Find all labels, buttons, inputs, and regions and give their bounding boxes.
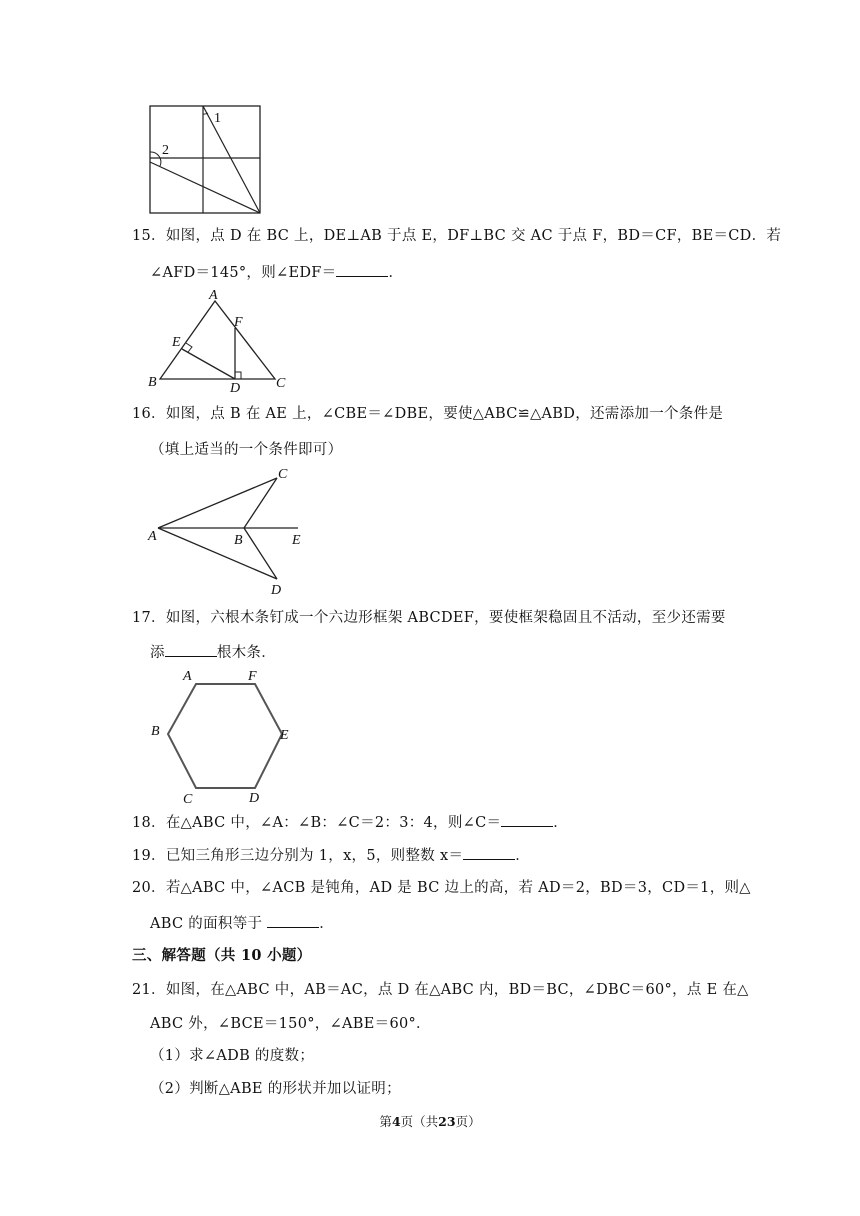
- q20-line1: 20．若△ABC 中，∠ACB 是钝角，AD 是 BC 边上的高，若 AD＝2，BD＝3，CD＝1，则△: [132, 880, 751, 896]
- q15-label-B: B: [148, 375, 157, 390]
- q17-line2-start: 添: [150, 645, 165, 661]
- q17-line2: [150, 642, 276, 663]
- figure-q14: [140, 100, 270, 220]
- q17-label-E: E: [280, 728, 289, 743]
- q20-line2-text: ABC 的面积等于: [150, 916, 268, 932]
- q15-label-A: A: [209, 288, 218, 303]
- q18-answer-blank[interactable]: [501, 812, 553, 827]
- figure-q17: [140, 664, 310, 808]
- q17-label-D: D: [249, 791, 260, 806]
- q18-end: ．: [553, 815, 569, 831]
- q15-line2-end: ．: [388, 265, 404, 281]
- q16-label-C: C: [278, 467, 288, 482]
- footer-prefix: 第: [379, 1114, 392, 1129]
- section-3-heading: 三、解答题（共 10 小题）: [132, 947, 312, 964]
- q21-sub2: （2）判断△ABE 的形状并加以证明；: [150, 1081, 401, 1097]
- q21-line1: 21．如图，在△ABC 中，AB＝AC，点 D 在△ABC 内，BD＝BC，∠DBC＝60°，点 E 在△: [132, 982, 749, 998]
- q15-line2: [150, 262, 403, 283]
- q15-label-F: F: [234, 315, 243, 330]
- footer-mid: 页（共: [400, 1114, 439, 1129]
- angle-1-label: 1: [214, 111, 221, 126]
- q17-answer-blank[interactable]: [165, 642, 217, 657]
- q20-end: ．: [319, 916, 335, 932]
- q15-label-D: D: [230, 381, 241, 392]
- q21-line2: ABC 外，∠BCE＝150°，∠ABE＝60°．: [150, 1016, 431, 1032]
- q15-answer-blank[interactable]: [336, 262, 388, 277]
- q15-label-E: E: [172, 335, 181, 350]
- q19-answer-blank[interactable]: [463, 845, 515, 860]
- q15-label-C: C: [276, 376, 286, 391]
- q19-line: [132, 845, 530, 866]
- q15-line2-text: ∠AFD＝145°，则∠EDF＝: [150, 265, 337, 281]
- q16-label-A: A: [148, 529, 157, 544]
- q20-line2: [150, 913, 334, 934]
- q19-text: 19．已知三角形三边分别为 1，x，5，则整数 x＝: [132, 848, 464, 864]
- angle-2-label: 2: [162, 143, 169, 158]
- q17-label-B: B: [151, 724, 160, 739]
- q16-line2: （填上适当的一个条件即可）: [150, 442, 343, 458]
- footer-page-number: 4: [391, 1114, 401, 1129]
- footer-suffix: 页）: [455, 1114, 481, 1129]
- q17-label-A: A: [183, 669, 192, 684]
- page-footer: [0, 1112, 860, 1130]
- q15-line1: 15．如图，点 D 在 BC 上，DE⊥AB 于点 E，DF⊥BC 交 AC 于点 F，BD＝CF，BE＝CD．若: [132, 228, 782, 244]
- q20-answer-blank[interactable]: [267, 913, 319, 928]
- q18-text: 18．在△ABC 中，∠A：∠B：∠C＝2：3：4，则∠C＝: [132, 815, 502, 831]
- q16-label-D: D: [271, 583, 282, 598]
- q17-label-C: C: [183, 792, 193, 807]
- q17-line1: 17．如图，六根木条钉成一个六边形框架 ABCDEF，要使框架稳固且不活动，至少还需要: [132, 610, 726, 626]
- q17-line2-end: 根木条．: [216, 645, 277, 661]
- figure-q15: [140, 286, 300, 392]
- q18-line: [132, 812, 568, 833]
- q16-label-E: E: [292, 533, 301, 548]
- q16-label-B: B: [234, 533, 243, 548]
- q17-label-F: F: [248, 669, 257, 684]
- q19-end: ．: [515, 848, 531, 864]
- q16-line1: 16．如图，点 B 在 AE 上，∠CBE＝∠DBE，要使△ABC≌△ABD，还需添加一个条件是: [132, 406, 724, 422]
- footer-total-pages: 23: [438, 1114, 456, 1129]
- figure-q16: [140, 462, 320, 600]
- q21-sub1: （1）求∠ADB 的度数；: [150, 1048, 315, 1064]
